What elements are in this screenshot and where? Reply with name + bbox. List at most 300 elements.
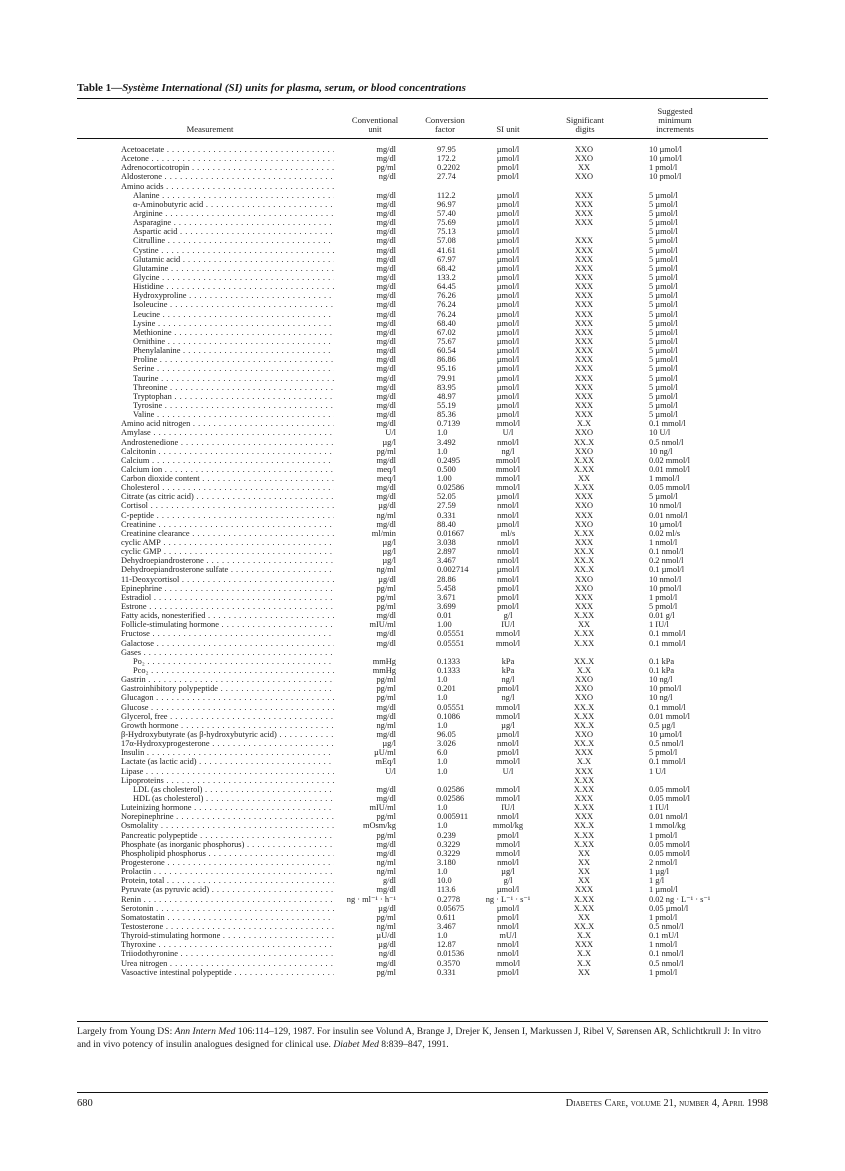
si-unit-cell: pmol/l [497, 830, 519, 840]
measurement-cell: β-Hydroxybutyrate (as β-hydroxybutyric acid) . . . [121, 730, 334, 739]
digits-cell: XXX [574, 236, 594, 246]
measurement-cell: 17α-Hydroxyprogesterone . . . [121, 739, 334, 748]
factor-cell: 76.24 [437, 300, 456, 310]
factor-cell: 0.2778 [437, 894, 461, 904]
si-unit-cell: µmol/l [496, 364, 520, 374]
unit-cell: mg/dl [376, 958, 396, 968]
measurement-cell: Renin . . . [121, 895, 334, 904]
table-row [0, 748, 845, 757]
measurement-cell: Aspartic acid . . . [133, 227, 334, 236]
table-row [0, 355, 845, 364]
factor-cell: 0.3229 [437, 839, 461, 849]
header-conventional-unit: Conventional unit [351, 115, 399, 135]
increment-cell: 5 µmol/l [649, 218, 678, 228]
increment-cell: 5 µmol/l [649, 254, 678, 264]
unit-cell: mg/dl [376, 254, 396, 264]
increment-cell: 1 µmol/l [649, 885, 678, 895]
measurement-cell: Progesterone . . . [121, 858, 334, 867]
increment-cell: 0.01 mmol/l [649, 464, 690, 474]
digits-cell: XXX [574, 300, 594, 310]
unit-cell: pg/ml [376, 967, 396, 977]
measurement-cell: Isoleucine . . . [133, 300, 334, 309]
table-row [0, 209, 845, 218]
unit-cell: mg/dl [376, 483, 396, 493]
table-row [0, 949, 845, 958]
digits-cell: XXX [574, 208, 594, 218]
unit-cell: mg/dl [376, 730, 396, 739]
table-row [0, 776, 845, 785]
factor-cell: 0.7139 [437, 419, 461, 429]
unit-cell: mg/dl [376, 400, 396, 410]
measurement-cell: Citrulline . . . [133, 236, 334, 245]
digits-cell: XXO [574, 501, 594, 511]
digits-cell: XXO [574, 693, 594, 703]
digits-cell: XX [577, 876, 591, 886]
digits-cell: XXX [574, 391, 594, 401]
increment-cell: 10 ng/l [649, 446, 673, 456]
si-unit-cell: µmol/l [496, 263, 520, 273]
measurement-cell: Cholesterol . . . [121, 483, 334, 492]
measurement-cell: Growth hormone . . . [121, 721, 334, 730]
table-row [0, 200, 845, 209]
factor-cell: 55.19 [437, 400, 456, 410]
increment-cell: 0.01 nmol/l [649, 812, 688, 822]
increment-cell: 0.02 mmol/l [649, 455, 690, 465]
unit-cell: mg/dl [376, 282, 396, 292]
table-row [0, 602, 845, 611]
table-row [0, 611, 845, 620]
unit-cell: mg/dl [376, 272, 396, 282]
unit-cell: µg/dl [378, 501, 396, 511]
si-unit-cell: µmol/l [496, 309, 520, 319]
digits-cell: XX.X [573, 821, 595, 831]
factor-cell: 1.0 [437, 766, 448, 776]
journal-footer: Diabetes Care, volume 21, number 4, April 1998 [565, 1098, 768, 1109]
measurement-cell: Pco₂ . . . [133, 666, 334, 675]
factor-cell: 0.01536 [437, 949, 465, 959]
header-measurement: Measurement [186, 124, 234, 134]
factor-cell: 0.331 [437, 967, 456, 977]
unit-cell: pg/ml [376, 675, 396, 685]
factor-cell: 1.0 [437, 821, 448, 831]
factor-cell: 0.1333 [437, 666, 461, 676]
unit-cell: mg/dl [376, 373, 396, 383]
unit-cell: ng/ml [376, 510, 396, 520]
measurement-cell: LDL (as cholesterol) . . . [133, 785, 334, 794]
unit-cell: mg/dl [376, 364, 396, 374]
unit-cell: mmHg [372, 656, 396, 666]
si-unit-cell: µmol/l [496, 373, 520, 383]
si-unit-cell: mmol/l [495, 793, 521, 803]
table-row [0, 565, 845, 574]
unit-cell: µg/l [382, 739, 396, 749]
table-row [0, 501, 845, 510]
increment-cell: 10 µmol/l [649, 519, 682, 529]
si-unit-cell: µmol/l [496, 282, 520, 292]
digits-cell: XXX [574, 327, 594, 337]
si-unit-cell: nmol/l [497, 538, 519, 548]
unit-cell: ng/dl [378, 172, 396, 182]
measurement-cell: Carbon dioxide content . . . [121, 474, 334, 483]
si-unit-cell: µmol/l [496, 199, 520, 209]
si-unit-cell: mmol/l [495, 638, 521, 648]
measurement-cell: C-peptide . . . [121, 511, 334, 520]
table-row [0, 876, 845, 885]
header-significant-digits: Significant digits [566, 115, 604, 135]
header-rule [77, 138, 768, 139]
measurement-cell: Tyrosine . . . [133, 401, 334, 410]
si-unit-cell: nmol/l [497, 510, 519, 520]
factor-cell: 60.54 [437, 346, 456, 356]
si-unit-cell: mmol/kg [492, 821, 524, 831]
unit-cell: mg/dl [376, 327, 396, 337]
factor-cell: 1.0 [437, 867, 448, 877]
factor-cell: 3.492 [437, 437, 456, 447]
increment-cell: 10 ng/l [649, 693, 673, 703]
increment-cell: 1 pmol/l [649, 830, 678, 840]
digits-cell: XXX [574, 812, 594, 822]
factor-cell: 2.897 [437, 547, 456, 557]
table-row [0, 885, 845, 894]
table-row [0, 767, 845, 776]
factor-cell: 0.01 [437, 611, 452, 621]
si-unit-cell: µmol/l [496, 218, 520, 228]
table-row [0, 840, 845, 849]
increment-cell: 1 mmol/l [649, 474, 680, 484]
table-row [0, 803, 845, 812]
increment-cell: 0.2 nmol/l [649, 556, 684, 566]
increment-cell: 0.1 µmol/l [649, 565, 685, 575]
increment-cell: 5 µmol/l [649, 282, 678, 292]
table-row [0, 867, 845, 876]
measurement-cell: Taurine . . . [133, 374, 334, 383]
unit-cell: µU/dl [376, 931, 396, 941]
increment-cell: 0.1 mmol/l [649, 629, 686, 639]
digits-cell: X.XX [573, 638, 595, 648]
increment-cell: 5 µmol/l [649, 327, 678, 337]
factor-cell: 3.699 [437, 602, 456, 612]
measurement-cell: Glucagon . . . [121, 693, 334, 702]
table-row [0, 246, 845, 255]
si-unit-cell: µmol/l [496, 410, 520, 420]
measurement-cell: Fatty acids, nonesterified . . . [121, 611, 334, 620]
table-body [0, 145, 845, 977]
unit-cell: mg/dl [376, 154, 396, 164]
factor-cell: 1.0 [437, 428, 448, 438]
increment-cell: 5 pmol/l [649, 748, 678, 758]
increment-cell: 5 µmol/l [649, 236, 678, 246]
unit-cell: ng/ml [376, 857, 396, 867]
increment-cell: 2 nmol/l [649, 857, 678, 867]
si-unit-cell: U/l [502, 428, 514, 438]
table-row [0, 511, 845, 520]
increment-cell: 1 pmol/l [649, 163, 678, 173]
measurement-cell: cyclic GMP . . . [121, 547, 334, 556]
si-unit-cell: µmol/l [496, 400, 520, 410]
increment-cell: 0.5 nmol/l [649, 958, 684, 968]
factor-cell: 28.86 [437, 574, 456, 584]
footnote-tail: 8:839–847, 1991. [378, 1038, 449, 1050]
si-unit-cell: mmol/l [495, 702, 521, 712]
unit-cell: mg/dl [376, 629, 396, 639]
si-unit-cell: µmol/l [496, 730, 520, 739]
si-unit-cell: pmol/l [497, 912, 519, 922]
increment-cell: 0.5 nmol/l [649, 921, 684, 931]
measurement-cell: Lactate (as lactic acid) . . . [121, 757, 334, 766]
measurement-cell: Amino acids . . . [121, 182, 334, 191]
digits-cell: XXX [574, 793, 594, 803]
digits-cell: XXX [574, 410, 594, 420]
increment-cell: 0.1 kPa [649, 666, 675, 676]
table-row [0, 821, 845, 830]
unit-cell: ml/min [371, 528, 396, 538]
measurement-cell: Dehydroepiandrosterone . . . [121, 556, 334, 565]
digits-cell: X.X [576, 419, 592, 429]
measurement-cell: Thyroxine . . . [121, 940, 334, 949]
si-unit-cell: nmol/l [497, 921, 519, 931]
digits-cell: XX [577, 848, 591, 858]
factor-cell: 0.331 [437, 510, 456, 520]
increment-cell: 5 µmol/l [649, 364, 678, 374]
factor-cell: 112.2 [437, 190, 456, 200]
increment-cell: 5 pmol/l [649, 602, 678, 612]
factor-cell: 0.1086 [437, 711, 461, 721]
table-row [0, 959, 845, 968]
digits-cell: X.XX [573, 830, 595, 840]
factor-cell: 0.05551 [437, 629, 465, 639]
digits-cell: XX.X [573, 720, 595, 730]
table-row [0, 556, 845, 565]
table-row [0, 657, 845, 666]
measurement-cell: Gastroinhibitory polypeptide . . . [121, 684, 334, 693]
table-row [0, 785, 845, 794]
measurement-cell: Testosterone . . . [121, 922, 334, 931]
digits-cell: XX [577, 967, 591, 977]
factor-cell: 1.0 [437, 931, 448, 941]
digits-cell: XXO [574, 154, 594, 164]
table-row [0, 145, 845, 154]
si-unit-cell: µmol/l [496, 492, 520, 502]
table-row [0, 913, 845, 922]
measurement-cell: Adrenocorticotropin . . . [121, 163, 334, 172]
si-unit-cell: µmol/l [496, 355, 520, 365]
digits-cell: XX [577, 912, 591, 922]
measurement-cell: Prolactin . . . [121, 867, 334, 876]
factor-cell: 83.95 [437, 382, 456, 392]
measurement-cell: Glutamic acid . . . [133, 255, 334, 264]
unit-cell: mEq/l [375, 757, 396, 767]
measurement-cell: Insulin . . . [121, 748, 334, 757]
table-row [0, 282, 845, 291]
measurement-cell: Calcitonin . . . [121, 447, 334, 456]
measurement-cell: Amylase . . . [121, 428, 334, 437]
factor-cell: 57.40 [437, 208, 456, 218]
digits-cell: XXX [574, 538, 594, 548]
measurement-cell: Leucine . . . [133, 310, 334, 319]
factor-cell: 0.3570 [437, 958, 461, 968]
increment-cell: 10 U/l [649, 428, 671, 438]
digits-cell: X.XX [573, 464, 595, 474]
digits-cell: XX.X [573, 656, 595, 666]
increment-cell: 1 µg/l [649, 867, 669, 877]
table-row [0, 438, 845, 447]
table-row [0, 721, 845, 730]
si-unit-cell: kPa [501, 666, 515, 676]
factor-cell: 1.0 [437, 446, 448, 456]
table-row [0, 264, 845, 273]
digits-cell: XX.X [573, 565, 595, 575]
factor-cell: 0.02586 [437, 483, 465, 493]
unit-cell: mg/dl [376, 410, 396, 420]
unit-cell: mg/dl [376, 455, 396, 465]
si-unit-cell: ml/s [500, 528, 516, 538]
factor-cell: 96.05 [437, 730, 456, 739]
measurement-cell: Tryptophan . . . [133, 392, 334, 401]
factor-cell: 96.97 [437, 199, 456, 209]
digits-cell: XXX [574, 346, 594, 356]
factor-cell: 85.36 [437, 410, 456, 420]
unit-cell: ng · ml⁻¹ · h⁻¹ [346, 894, 396, 904]
table-row [0, 520, 845, 529]
increment-cell: 0.1 mmol/l [649, 702, 686, 712]
si-unit-cell: pmol/l [497, 163, 519, 173]
increment-cell: 5 µmol/l [649, 227, 678, 237]
factor-cell: 1.0 [437, 693, 448, 703]
si-unit-cell: ng/l [501, 675, 515, 685]
factor-cell: 0.201 [437, 684, 456, 694]
measurement-cell: Gases . . . [121, 648, 334, 657]
unit-cell: mIU/ml [369, 620, 396, 630]
factor-cell: 0.02586 [437, 793, 465, 803]
unit-cell: mg/dl [376, 309, 396, 319]
table-row [0, 310, 845, 319]
digits-cell: X.X [576, 949, 592, 959]
increment-cell: 5 µmol/l [649, 309, 678, 319]
header-conversion-factor: Conversion factor [425, 115, 465, 135]
si-unit-cell: mmol/l [495, 474, 521, 484]
unit-cell: pg/ml [376, 812, 396, 822]
unit-cell: pg/ml [376, 602, 396, 612]
measurement-cell: α-Aminobutyric acid . . . [133, 200, 334, 209]
increment-cell: 0.1 nmol/l [649, 547, 684, 557]
si-unit-cell: µmol/l [496, 208, 520, 218]
digits-cell: XXX [574, 373, 594, 383]
unit-cell: U/l [385, 428, 396, 438]
increment-cell: 1 mmol/kg [649, 821, 686, 831]
table-row [0, 392, 845, 401]
digits-cell: XX.X [573, 547, 595, 557]
si-unit-cell: µmol/l [496, 254, 520, 264]
measurement-cell: Vasoactive intestinal polypeptide . . . [121, 968, 334, 977]
digits-cell: XXX [574, 492, 594, 502]
increment-cell: 1 IU/l [649, 803, 669, 813]
digits-cell: X.XX [573, 775, 595, 785]
factor-cell: 3.026 [437, 739, 456, 749]
unit-cell: pg/ml [376, 830, 396, 840]
measurement-cell: Osmolality . . . [121, 821, 334, 830]
factor-cell: 68.40 [437, 318, 456, 328]
unit-cell: µg/dl [378, 574, 396, 584]
unit-cell: ng/dl [378, 949, 396, 959]
increment-cell: 5 µmol/l [649, 346, 678, 356]
measurement-cell: Threonine . . . [133, 383, 334, 392]
increment-cell: 5 µmol/l [649, 391, 678, 401]
digits-cell: X.XX [573, 894, 595, 904]
table-row [0, 428, 845, 437]
digits-cell: XXX [574, 318, 594, 328]
measurement-cell: Calcium . . . [121, 456, 334, 465]
table-row [0, 383, 845, 392]
increment-cell: 1 g/l [649, 876, 665, 886]
si-unit-cell: mU/l [499, 931, 517, 941]
digits-cell: XXO [574, 519, 594, 529]
measurement-cell: cyclic AMP . . . [121, 538, 334, 547]
table-row [0, 319, 845, 328]
unit-cell: pg/ml [376, 912, 396, 922]
si-unit-cell: mmol/l [495, 455, 521, 465]
increment-cell: 5 µmol/l [649, 291, 678, 301]
factor-cell: 0.05551 [437, 702, 465, 712]
si-unit-cell: µmol/l [496, 346, 520, 356]
digits-cell: XXO [574, 145, 594, 154]
si-unit-cell: µmol/l [496, 245, 520, 255]
measurement-cell: Serine . . . [133, 364, 334, 373]
table-row [0, 172, 845, 181]
table-row [0, 255, 845, 264]
table-row [0, 904, 845, 913]
table-row [0, 236, 845, 245]
si-unit-cell: IU/l [501, 803, 515, 813]
table-row [0, 931, 845, 940]
measurement-cell: Phospholipid phosphorus . . . [121, 849, 334, 858]
unit-cell: mg/dl [376, 300, 396, 310]
increment-cell: 0.1 mmol/l [649, 638, 686, 648]
measurement-cell: Arginine . . . [133, 209, 334, 218]
table-row [0, 529, 845, 538]
unit-cell: g/dl [382, 876, 396, 886]
factor-cell: 1.00 [437, 620, 452, 630]
digits-cell: X.XX [573, 455, 595, 465]
si-unit-cell: pmol/l [497, 172, 519, 182]
factor-cell: 1.0 [437, 720, 448, 730]
digits-cell: XXX [574, 400, 594, 410]
table-row [0, 593, 845, 602]
si-unit-cell: mmol/l [495, 483, 521, 493]
si-unit-cell: g/l [503, 876, 513, 886]
increment-cell: 0.05 mmol/l [649, 848, 690, 858]
digits-cell: XX.X [573, 437, 595, 447]
table-row [0, 584, 845, 593]
header-suggested-increments: Suggested minimum increments [656, 106, 694, 135]
digits-cell: XX.X [573, 921, 595, 931]
increment-cell: 0.05 mmol/l [649, 839, 690, 849]
digits-cell: X.XX [573, 784, 595, 794]
bottom-rule [77, 1021, 768, 1022]
table-row [0, 684, 845, 693]
header-si-unit: SI unit [496, 124, 520, 134]
si-unit-cell: pmol/l [497, 684, 519, 694]
si-unit-cell: nmol/l [497, 547, 519, 557]
si-unit-cell: nmol/l [497, 437, 519, 447]
table-row [0, 712, 845, 721]
factor-cell: 113.6 [437, 885, 456, 895]
increment-cell: 0.1 kPa [649, 656, 675, 666]
factor-cell: 0.3229 [437, 848, 461, 858]
measurement-cell: Estrone . . . [121, 602, 334, 611]
digits-cell: XXO [574, 684, 594, 694]
increment-cell: 5 µmol/l [649, 373, 678, 383]
table-row [0, 639, 845, 648]
